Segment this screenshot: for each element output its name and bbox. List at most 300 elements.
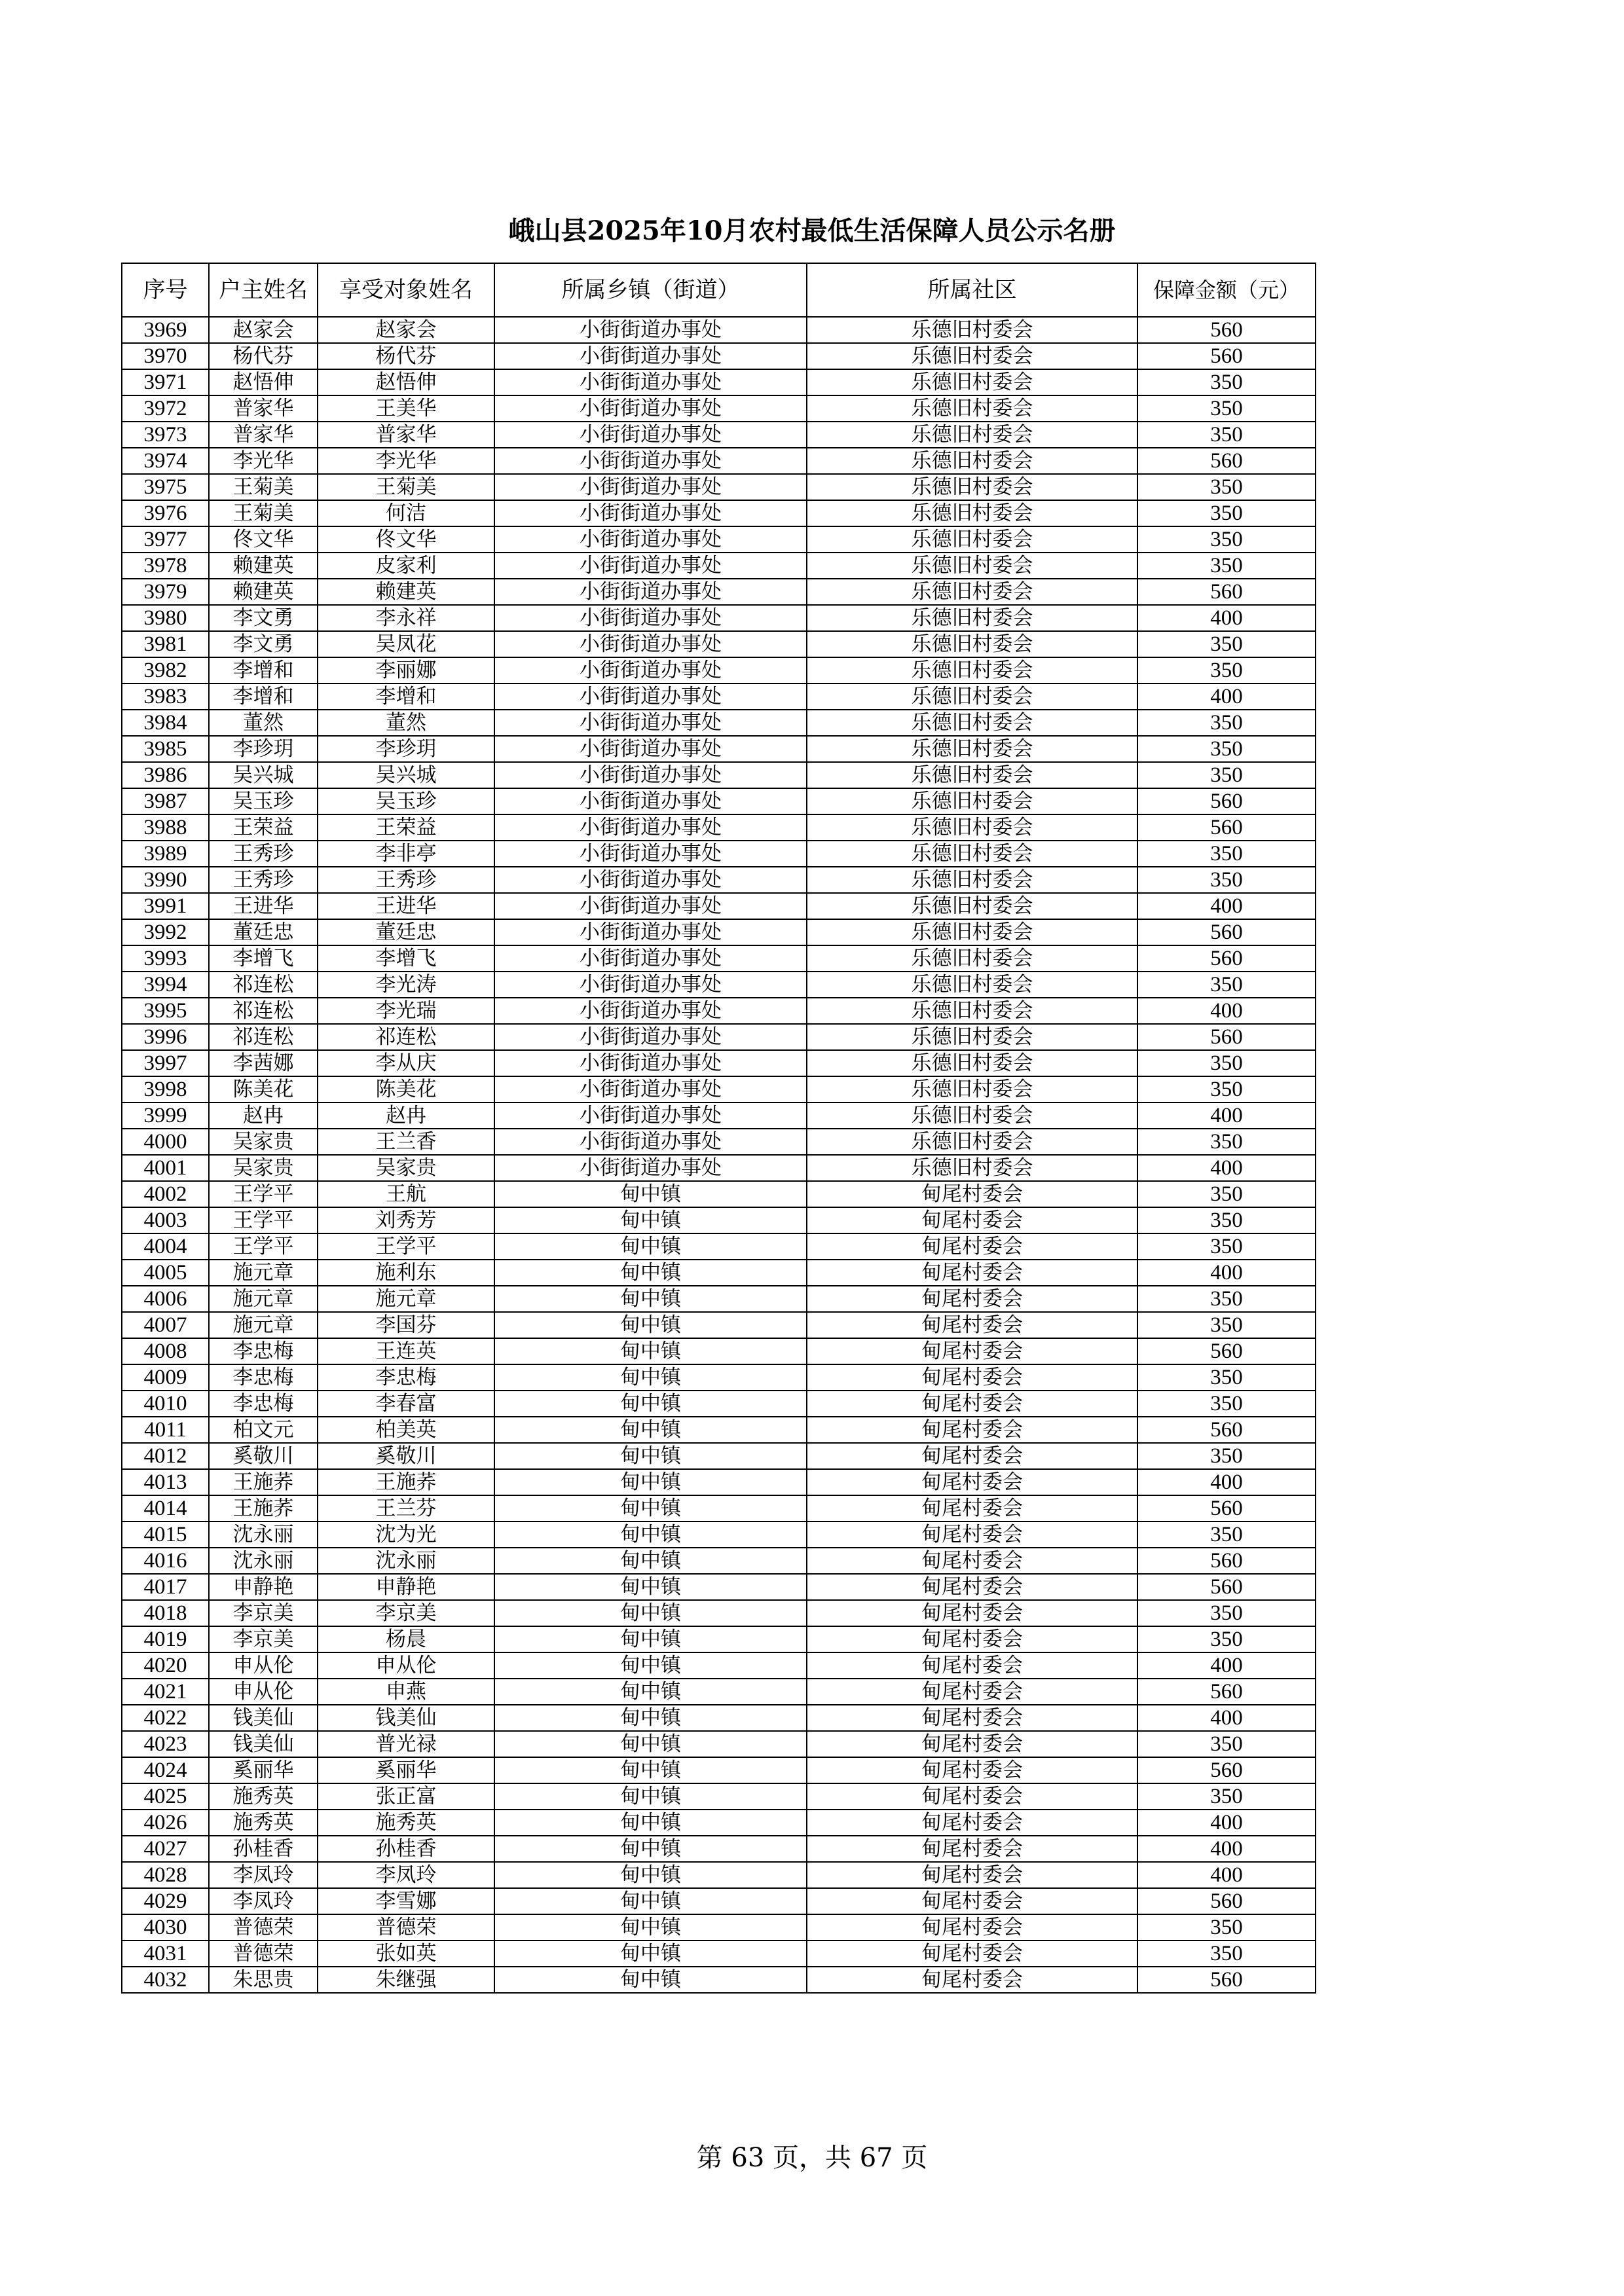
- cell-amount: 560: [1137, 317, 1316, 343]
- cell-town: 小街街道办事处: [494, 1076, 807, 1102]
- cell-town: 甸中镇: [494, 1286, 807, 1312]
- table-row: [122, 1679, 1316, 1705]
- cell-household-head: 王荣益: [209, 814, 318, 841]
- cell-beneficiary: 李永祥: [318, 605, 494, 631]
- cell-index: 3977: [122, 526, 209, 553]
- cell-amount: 400: [1137, 1155, 1316, 1181]
- cell-town: 甸中镇: [494, 1495, 807, 1522]
- cell-index: 4018: [122, 1600, 209, 1626]
- cell-amount: 400: [1137, 1705, 1316, 1731]
- table-row: [122, 841, 1316, 867]
- cell-index: 3996: [122, 1024, 209, 1050]
- cell-household-head: 佟文华: [209, 526, 318, 553]
- cell-community: 甸尾村委会: [807, 1914, 1137, 1941]
- cell-amount: 350: [1137, 867, 1316, 893]
- table-row: [122, 1469, 1316, 1495]
- cell-town: 小街街道办事处: [494, 579, 807, 605]
- cell-beneficiary: 沈永丽: [318, 1548, 494, 1574]
- cell-beneficiary: 吴凤花: [318, 631, 494, 657]
- table-row: [122, 1207, 1316, 1233]
- cell-beneficiary: 张正富: [318, 1783, 494, 1810]
- table-row: [122, 1600, 1316, 1626]
- table-row: [122, 1286, 1316, 1312]
- cell-beneficiary: 李京美: [318, 1600, 494, 1626]
- cell-beneficiary: 董廷忠: [318, 919, 494, 945]
- cell-community: 乐德旧村委会: [807, 736, 1137, 762]
- cell-index: 4002: [122, 1181, 209, 1207]
- cell-community: 乐德旧村委会: [807, 657, 1137, 683]
- cell-beneficiary: 李非亭: [318, 841, 494, 867]
- cell-town: 小街街道办事处: [494, 1024, 807, 1050]
- cell-household-head: 李增和: [209, 683, 318, 710]
- cell-town: 小街街道办事处: [494, 867, 807, 893]
- cell-town: 小街街道办事处: [494, 395, 807, 422]
- cell-community: 乐德旧村委会: [807, 998, 1137, 1024]
- cell-household-head: 李凤玲: [209, 1888, 318, 1914]
- cell-amount: 560: [1137, 1417, 1316, 1443]
- cell-index: 3978: [122, 553, 209, 579]
- cell-community: 乐德旧村委会: [807, 867, 1137, 893]
- table-row: [122, 657, 1316, 683]
- cell-community: 乐德旧村委会: [807, 1024, 1137, 1050]
- table-row: [122, 317, 1316, 343]
- cell-beneficiary: 刘秀芳: [318, 1207, 494, 1233]
- cell-amount: 350: [1137, 1207, 1316, 1233]
- cell-amount: 560: [1137, 814, 1316, 841]
- cell-town: 小街街道办事处: [494, 814, 807, 841]
- cell-community: 甸尾村委会: [807, 1810, 1137, 1836]
- cell-community: 乐德旧村委会: [807, 448, 1137, 474]
- cell-household-head: 王进华: [209, 893, 318, 919]
- cell-index: 4016: [122, 1548, 209, 1574]
- table-row: [122, 1024, 1316, 1050]
- cell-town: 甸中镇: [494, 1836, 807, 1862]
- cell-beneficiary: 吴兴城: [318, 762, 494, 788]
- cell-beneficiary: 李光瑞: [318, 998, 494, 1024]
- table-row: [122, 683, 1316, 710]
- cell-town: 甸中镇: [494, 1652, 807, 1679]
- cell-beneficiary: 李国芬: [318, 1312, 494, 1338]
- cell-household-head: 李光华: [209, 448, 318, 474]
- cell-index: 3970: [122, 343, 209, 369]
- cell-household-head: 施秀英: [209, 1783, 318, 1810]
- cell-town: 小街街道办事处: [494, 1102, 807, 1129]
- roster-table: [121, 263, 1316, 1994]
- cell-household-head: 李增飞: [209, 945, 318, 972]
- cell-amount: 400: [1137, 893, 1316, 919]
- cell-index: 3993: [122, 945, 209, 972]
- cell-beneficiary: 沈为光: [318, 1522, 494, 1548]
- cell-index: 4027: [122, 1836, 209, 1862]
- cell-household-head: 李珍玥: [209, 736, 318, 762]
- cell-town: 甸中镇: [494, 1862, 807, 1888]
- cell-community: 乐德旧村委会: [807, 683, 1137, 710]
- table-row: [122, 526, 1316, 553]
- cell-beneficiary: 钱美仙: [318, 1705, 494, 1731]
- cell-household-head: 普德荣: [209, 1941, 318, 1967]
- cell-town: 小街街道办事处: [494, 553, 807, 579]
- cell-beneficiary: 杨代芬: [318, 343, 494, 369]
- cell-community: 甸尾村委会: [807, 1207, 1137, 1233]
- table-row: [122, 919, 1316, 945]
- cell-index: 3992: [122, 919, 209, 945]
- cell-household-head: 申从伦: [209, 1679, 318, 1705]
- cell-community: 乐德旧村委会: [807, 1155, 1137, 1181]
- cell-household-head: 陈美花: [209, 1076, 318, 1102]
- cell-amount: 560: [1137, 1495, 1316, 1522]
- cell-amount: 400: [1137, 998, 1316, 1024]
- cell-household-head: 普家华: [209, 395, 318, 422]
- cell-amount: 350: [1137, 474, 1316, 500]
- cell-beneficiary: 王航: [318, 1181, 494, 1207]
- table-row: [122, 972, 1316, 998]
- cell-beneficiary: 李增飞: [318, 945, 494, 972]
- cell-amount: 350: [1137, 369, 1316, 395]
- cell-amount: 350: [1137, 526, 1316, 553]
- cell-index: 3990: [122, 867, 209, 893]
- table-row: [122, 1233, 1316, 1260]
- cell-beneficiary: 赖建英: [318, 579, 494, 605]
- table-row: [122, 1967, 1316, 1993]
- cell-beneficiary: 普德荣: [318, 1914, 494, 1941]
- table-row: [122, 1155, 1316, 1181]
- cell-town: 小街街道办事处: [494, 1155, 807, 1181]
- cell-town: 甸中镇: [494, 1888, 807, 1914]
- cell-household-head: 申静艳: [209, 1574, 318, 1600]
- cell-household-head: 王施荞: [209, 1469, 318, 1495]
- cell-beneficiary: 王荣益: [318, 814, 494, 841]
- cell-beneficiary: 普家华: [318, 422, 494, 448]
- table-row: [122, 867, 1316, 893]
- table-row: [122, 395, 1316, 422]
- cell-household-head: 王秀珍: [209, 867, 318, 893]
- cell-community: 甸尾村委会: [807, 1548, 1137, 1574]
- cell-amount: 350: [1137, 657, 1316, 683]
- cell-town: 甸中镇: [494, 1783, 807, 1810]
- col-header-household-head: 户主姓名: [209, 263, 318, 317]
- cell-household-head: 申从伦: [209, 1652, 318, 1679]
- cell-town: 小街街道办事处: [494, 683, 807, 710]
- cell-beneficiary: 李光华: [318, 448, 494, 474]
- cell-household-head: 普家华: [209, 422, 318, 448]
- cell-household-head: 奚丽华: [209, 1757, 318, 1783]
- cell-town: 甸中镇: [494, 1731, 807, 1757]
- cell-index: 4010: [122, 1391, 209, 1417]
- table-row: [122, 422, 1316, 448]
- cell-town: 小街街道办事处: [494, 998, 807, 1024]
- cell-amount: 560: [1137, 343, 1316, 369]
- cell-amount: 560: [1137, 1338, 1316, 1364]
- col-header-town: 所属乡镇（街道）: [494, 263, 807, 317]
- table-header-row: [122, 263, 1316, 317]
- table-row: [122, 1364, 1316, 1391]
- cell-community: 甸尾村委会: [807, 1705, 1137, 1731]
- cell-town: 小街街道办事处: [494, 657, 807, 683]
- cell-index: 3997: [122, 1050, 209, 1076]
- cell-community: 乐德旧村委会: [807, 395, 1137, 422]
- cell-amount: 350: [1137, 762, 1316, 788]
- cell-town: 小街街道办事处: [494, 841, 807, 867]
- cell-beneficiary: 王秀珍: [318, 867, 494, 893]
- cell-amount: 350: [1137, 631, 1316, 657]
- cell-household-head: 李增和: [209, 657, 318, 683]
- cell-household-head: 李凤玲: [209, 1862, 318, 1888]
- table-row: [122, 1102, 1316, 1129]
- cell-amount: 350: [1137, 1364, 1316, 1391]
- table-row: [122, 1548, 1316, 1574]
- table-row: [122, 710, 1316, 736]
- cell-beneficiary: 赵冉: [318, 1102, 494, 1129]
- table-row: [122, 1888, 1316, 1914]
- table-row: [122, 1783, 1316, 1810]
- cell-household-head: 董然: [209, 710, 318, 736]
- cell-household-head: 沈永丽: [209, 1548, 318, 1574]
- cell-community: 甸尾村委会: [807, 1731, 1137, 1757]
- cell-household-head: 沈永丽: [209, 1522, 318, 1548]
- cell-town: 甸中镇: [494, 1522, 807, 1548]
- cell-household-head: 吴兴城: [209, 762, 318, 788]
- cell-amount: 400: [1137, 1862, 1316, 1888]
- cell-amount: 350: [1137, 553, 1316, 579]
- cell-amount: 350: [1137, 1181, 1316, 1207]
- cell-index: 3969: [122, 317, 209, 343]
- cell-town: 小街街道办事处: [494, 474, 807, 500]
- cell-amount: 400: [1137, 683, 1316, 710]
- cell-index: 3991: [122, 893, 209, 919]
- table-row: [122, 343, 1316, 369]
- cell-household-head: 施秀英: [209, 1810, 318, 1836]
- cell-index: 3974: [122, 448, 209, 474]
- cell-amount: 560: [1137, 579, 1316, 605]
- cell-community: 乐德旧村委会: [807, 710, 1137, 736]
- table-row: [122, 1862, 1316, 1888]
- cell-household-head: 李文勇: [209, 605, 318, 631]
- cell-amount: 400: [1137, 605, 1316, 631]
- cell-community: 乐德旧村委会: [807, 422, 1137, 448]
- table-row: [122, 1757, 1316, 1783]
- table-row: [122, 1076, 1316, 1102]
- table-row: [122, 1391, 1316, 1417]
- cell-amount: 560: [1137, 1679, 1316, 1705]
- cell-household-head: 王学平: [209, 1207, 318, 1233]
- cell-town: 甸中镇: [494, 1260, 807, 1286]
- cell-town: 小街街道办事处: [494, 448, 807, 474]
- cell-index: 3999: [122, 1102, 209, 1129]
- cell-index: 4030: [122, 1914, 209, 1941]
- table-row: [122, 1626, 1316, 1652]
- cell-community: 甸尾村委会: [807, 1600, 1137, 1626]
- cell-community: 乐德旧村委会: [807, 579, 1137, 605]
- cell-index: 3981: [122, 631, 209, 657]
- cell-beneficiary: 孙桂香: [318, 1836, 494, 1862]
- cell-beneficiary: 佟文华: [318, 526, 494, 553]
- cell-index: 3972: [122, 395, 209, 422]
- cell-amount: 560: [1137, 448, 1316, 474]
- cell-community: 乐德旧村委会: [807, 631, 1137, 657]
- cell-index: 3984: [122, 710, 209, 736]
- cell-community: 甸尾村委会: [807, 1862, 1137, 1888]
- table-row: [122, 1914, 1316, 1941]
- cell-community: 甸尾村委会: [807, 1469, 1137, 1495]
- cell-amount: 560: [1137, 1548, 1316, 1574]
- cell-community: 甸尾村委会: [807, 1443, 1137, 1469]
- cell-household-head: 王施荞: [209, 1495, 318, 1522]
- cell-household-head: 钱美仙: [209, 1731, 318, 1757]
- cell-community: 乐德旧村委会: [807, 605, 1137, 631]
- cell-community: 乐德旧村委会: [807, 945, 1137, 972]
- cell-index: 4005: [122, 1260, 209, 1286]
- cell-amount: 350: [1137, 1522, 1316, 1548]
- cell-beneficiary: 赵悟伸: [318, 369, 494, 395]
- table-row: [122, 1810, 1316, 1836]
- cell-household-head: 赵冉: [209, 1102, 318, 1129]
- table-row: [122, 1417, 1316, 1443]
- cell-beneficiary: 王美华: [318, 395, 494, 422]
- cell-household-head: 李忠梅: [209, 1364, 318, 1391]
- cell-beneficiary: 王连英: [318, 1338, 494, 1364]
- cell-town: 甸中镇: [494, 1600, 807, 1626]
- cell-beneficiary: 施秀英: [318, 1810, 494, 1836]
- table-row: [122, 605, 1316, 631]
- table-row: [122, 1129, 1316, 1155]
- cell-amount: 350: [1137, 1600, 1316, 1626]
- cell-town: 甸中镇: [494, 1548, 807, 1574]
- cell-amount: 400: [1137, 1260, 1316, 1286]
- cell-household-head: 董廷忠: [209, 919, 318, 945]
- cell-index: 4019: [122, 1626, 209, 1652]
- cell-community: 甸尾村委会: [807, 1836, 1137, 1862]
- col-header-index: 序号: [122, 263, 209, 317]
- cell-index: 4011: [122, 1417, 209, 1443]
- table-row: [122, 788, 1316, 814]
- table-row: [122, 1260, 1316, 1286]
- cell-household-head: 吴玉珍: [209, 788, 318, 814]
- cell-town: 小街街道办事处: [494, 631, 807, 657]
- page-footer: 第 63 页，共 67 页: [696, 2143, 928, 2173]
- cell-town: 甸中镇: [494, 1181, 807, 1207]
- cell-amount: 350: [1137, 972, 1316, 998]
- cell-index: 4025: [122, 1783, 209, 1810]
- cell-index: 4015: [122, 1522, 209, 1548]
- cell-index: 3988: [122, 814, 209, 841]
- cell-index: 4017: [122, 1574, 209, 1600]
- cell-amount: 560: [1137, 919, 1316, 945]
- cell-index: 3995: [122, 998, 209, 1024]
- cell-index: 3973: [122, 422, 209, 448]
- cell-beneficiary: 吴玉珍: [318, 788, 494, 814]
- cell-household-head: 吴家贵: [209, 1155, 318, 1181]
- cell-community: 甸尾村委会: [807, 1679, 1137, 1705]
- cell-amount: 400: [1137, 1469, 1316, 1495]
- cell-index: 3976: [122, 500, 209, 526]
- cell-index: 4000: [122, 1129, 209, 1155]
- cell-beneficiary: 柏美英: [318, 1417, 494, 1443]
- cell-community: 乐德旧村委会: [807, 526, 1137, 553]
- cell-index: 4013: [122, 1469, 209, 1495]
- cell-town: 小街街道办事处: [494, 422, 807, 448]
- cell-index: 4026: [122, 1810, 209, 1836]
- cell-beneficiary: 何洁: [318, 500, 494, 526]
- cell-beneficiary: 王兰芬: [318, 1495, 494, 1522]
- cell-household-head: 奚敬川: [209, 1443, 318, 1469]
- cell-household-head: 赖建英: [209, 553, 318, 579]
- cell-household-head: 祁连松: [209, 1024, 318, 1050]
- cell-index: 4014: [122, 1495, 209, 1522]
- table-row: [122, 998, 1316, 1024]
- cell-community: 甸尾村委会: [807, 1783, 1137, 1810]
- cell-community: 甸尾村委会: [807, 1260, 1137, 1286]
- table-row: [122, 474, 1316, 500]
- cell-index: 3982: [122, 657, 209, 683]
- table-row: [122, 1836, 1316, 1862]
- cell-amount: 350: [1137, 841, 1316, 867]
- cell-index: 4006: [122, 1286, 209, 1312]
- cell-community: 乐德旧村委会: [807, 762, 1137, 788]
- cell-household-head: 钱美仙: [209, 1705, 318, 1731]
- cell-household-head: 王学平: [209, 1233, 318, 1260]
- cell-town: 甸中镇: [494, 1626, 807, 1652]
- cell-community: 甸尾村委会: [807, 1626, 1137, 1652]
- cell-town: 小街街道办事处: [494, 526, 807, 553]
- cell-index: 4004: [122, 1233, 209, 1260]
- cell-town: 甸中镇: [494, 1233, 807, 1260]
- cell-index: 3989: [122, 841, 209, 867]
- cell-household-head: 杨代芬: [209, 343, 318, 369]
- cell-amount: 350: [1137, 1783, 1316, 1810]
- cell-index: 3987: [122, 788, 209, 814]
- col-header-beneficiary: 享受对象姓名: [318, 263, 494, 317]
- page-title: 峨山县2025年10月农村最低生活保障人员公示名册: [508, 215, 1116, 246]
- table-row: [122, 1522, 1316, 1548]
- cell-index: 3975: [122, 474, 209, 500]
- table-row: [122, 553, 1316, 579]
- cell-community: 乐德旧村委会: [807, 893, 1137, 919]
- cell-beneficiary: 李丽娜: [318, 657, 494, 683]
- cell-index: 4001: [122, 1155, 209, 1181]
- cell-town: 小街街道办事处: [494, 710, 807, 736]
- cell-community: 甸尾村委会: [807, 1233, 1137, 1260]
- cell-town: 甸中镇: [494, 1967, 807, 1993]
- cell-amount: 400: [1137, 1810, 1316, 1836]
- cell-index: 4009: [122, 1364, 209, 1391]
- cell-town: 小街街道办事处: [494, 788, 807, 814]
- table-row: [122, 500, 1316, 526]
- cell-town: 甸中镇: [494, 1679, 807, 1705]
- cell-town: 甸中镇: [494, 1810, 807, 1836]
- table-row: [122, 1050, 1316, 1076]
- cell-community: 乐德旧村委会: [807, 972, 1137, 998]
- cell-town: 甸中镇: [494, 1705, 807, 1731]
- cell-amount: 350: [1137, 1050, 1316, 1076]
- cell-beneficiary: 王菊美: [318, 474, 494, 500]
- cell-beneficiary: 杨晨: [318, 1626, 494, 1652]
- cell-community: 乐德旧村委会: [807, 1102, 1137, 1129]
- cell-beneficiary: 李忠梅: [318, 1364, 494, 1391]
- table-row: [122, 762, 1316, 788]
- table-row: [122, 945, 1316, 972]
- cell-household-head: 施元章: [209, 1312, 318, 1338]
- cell-community: 甸尾村委会: [807, 1495, 1137, 1522]
- cell-household-head: 赖建英: [209, 579, 318, 605]
- cell-household-head: 王菊美: [209, 500, 318, 526]
- cell-amount: 560: [1137, 788, 1316, 814]
- cell-index: 3971: [122, 369, 209, 395]
- cell-index: 3994: [122, 972, 209, 998]
- cell-amount: 350: [1137, 1286, 1316, 1312]
- cell-index: 4022: [122, 1705, 209, 1731]
- cell-beneficiary: 普光禄: [318, 1731, 494, 1757]
- cell-index: 3980: [122, 605, 209, 631]
